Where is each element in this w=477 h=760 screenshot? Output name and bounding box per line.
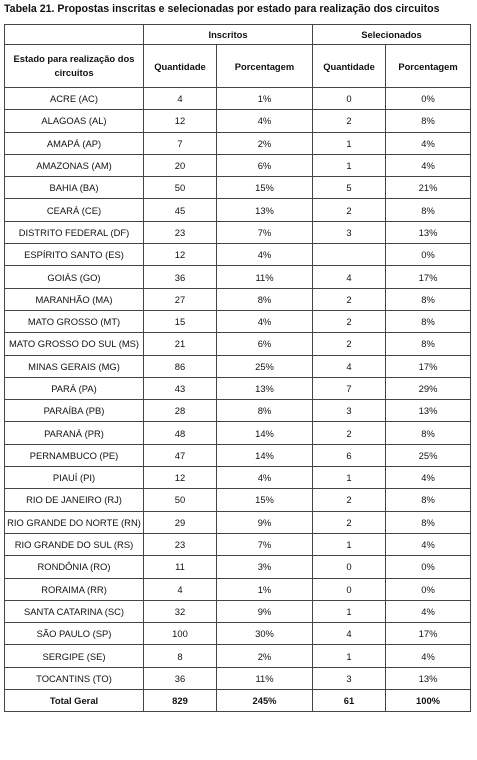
inscritos-quantidade-cell: 36 xyxy=(144,667,217,689)
state-cell: RONDÔNIA (RO) xyxy=(5,556,144,578)
inscritos-quantidade-cell: 48 xyxy=(144,422,217,444)
inscritos-porcentagem-cell: 30% xyxy=(217,623,313,645)
selecionados-quantidade-cell: 3 xyxy=(313,667,386,689)
selecionados-quantidade-cell: 0 xyxy=(313,88,386,110)
total-inscritos-porcentagem: 245% xyxy=(217,690,313,712)
selecionados-porcentagem-cell: 8% xyxy=(386,422,471,444)
table-row xyxy=(5,467,471,489)
table-row xyxy=(5,288,471,310)
selecionados-porcentagem-cell: 8% xyxy=(386,489,471,511)
inscritos-quantidade-cell: 47 xyxy=(144,444,217,466)
state-cell: MINAS GERAIS (MG) xyxy=(5,355,144,377)
selecionados-porcentagem-cell: 0% xyxy=(386,88,471,110)
table-row xyxy=(5,511,471,533)
state-cell: DISTRITO FEDERAL (DF) xyxy=(5,221,144,243)
table-row xyxy=(5,88,471,110)
selecionados-quantidade-cell: 1 xyxy=(313,645,386,667)
selecionados-quantidade-cell: 1 xyxy=(313,533,386,555)
selecionados-quantidade-cell: 7 xyxy=(313,377,386,399)
header-selecionados: Selecionados xyxy=(313,25,471,45)
table-row xyxy=(5,154,471,176)
selecionados-porcentagem-cell: 8% xyxy=(386,511,471,533)
total-label: Total Geral xyxy=(5,690,144,712)
inscritos-porcentagem-cell: 15% xyxy=(217,489,313,511)
inscritos-quantidade-cell: 100 xyxy=(144,623,217,645)
inscritos-porcentagem-cell: 3% xyxy=(217,556,313,578)
state-cell: MATO GROSSO (MT) xyxy=(5,310,144,332)
selecionados-porcentagem-cell: 4% xyxy=(386,467,471,489)
table-body xyxy=(5,88,471,690)
table-row xyxy=(5,110,471,132)
selecionados-porcentagem-cell: 13% xyxy=(386,667,471,689)
table-row xyxy=(5,600,471,622)
inscritos-porcentagem-cell: 2% xyxy=(217,645,313,667)
table-row xyxy=(5,400,471,422)
inscritos-porcentagem-cell: 13% xyxy=(217,377,313,399)
header-inscritos-quantidade: Quantidade xyxy=(144,45,217,88)
inscritos-porcentagem-cell: 14% xyxy=(217,444,313,466)
selecionados-porcentagem-cell: 8% xyxy=(386,199,471,221)
selecionados-quantidade-cell: 2 xyxy=(313,288,386,310)
selecionados-porcentagem-cell: 17% xyxy=(386,355,471,377)
selecionados-porcentagem-cell: 4% xyxy=(386,154,471,176)
table-row xyxy=(5,533,471,555)
state-cell: PIAUÍ (PI) xyxy=(5,467,144,489)
inscritos-quantidade-cell: 8 xyxy=(144,645,217,667)
state-cell: PERNAMBUCO (PE) xyxy=(5,444,144,466)
selecionados-porcentagem-cell: 13% xyxy=(386,221,471,243)
selecionados-porcentagem-cell: 8% xyxy=(386,333,471,355)
inscritos-quantidade-cell: 20 xyxy=(144,154,217,176)
state-cell: MATO GROSSO DO SUL (MS) xyxy=(5,333,144,355)
selecionados-quantidade-cell: 2 xyxy=(313,333,386,355)
table-row xyxy=(5,377,471,399)
selecionados-porcentagem-cell: 17% xyxy=(386,623,471,645)
state-cell: RORAIMA (RR) xyxy=(5,578,144,600)
selecionados-porcentagem-cell: 29% xyxy=(386,377,471,399)
state-cell: RIO GRANDE DO SUL (RS) xyxy=(5,533,144,555)
table-row xyxy=(5,667,471,689)
inscritos-quantidade-cell: 43 xyxy=(144,377,217,399)
selecionados-quantidade-cell: 6 xyxy=(313,444,386,466)
inscritos-quantidade-cell: 45 xyxy=(144,199,217,221)
inscritos-porcentagem-cell: 8% xyxy=(217,288,313,310)
state-cell: GOIÁS (GO) xyxy=(5,266,144,288)
total-selecionados-quantidade: 61 xyxy=(313,690,386,712)
group-header-row xyxy=(5,25,471,45)
inscritos-porcentagem-cell: 7% xyxy=(217,533,313,555)
inscritos-quantidade-cell: 12 xyxy=(144,244,217,266)
state-cell: BAHIA (BA) xyxy=(5,177,144,199)
inscritos-porcentagem-cell: 15% xyxy=(217,177,313,199)
table-row xyxy=(5,199,471,221)
selecionados-quantidade-cell: 4 xyxy=(313,355,386,377)
selecionados-quantidade-cell: 5 xyxy=(313,177,386,199)
inscritos-porcentagem-cell: 11% xyxy=(217,667,313,689)
selecionados-porcentagem-cell: 13% xyxy=(386,400,471,422)
inscritos-porcentagem-cell: 1% xyxy=(217,88,313,110)
table-row xyxy=(5,489,471,511)
state-cell: PARÁ (PA) xyxy=(5,377,144,399)
selecionados-quantidade-cell: 3 xyxy=(313,400,386,422)
state-cell: AMAPÁ (AP) xyxy=(5,132,144,154)
inscritos-porcentagem-cell: 4% xyxy=(217,467,313,489)
state-cell: SÃO PAULO (SP) xyxy=(5,623,144,645)
state-cell: PARANÁ (PR) xyxy=(5,422,144,444)
header-state: Estado para realização dos circuitos xyxy=(5,45,144,88)
selecionados-porcentagem-cell: 17% xyxy=(386,266,471,288)
selecionados-porcentagem-cell: 8% xyxy=(386,310,471,332)
inscritos-quantidade-cell: 86 xyxy=(144,355,217,377)
state-cell: TOCANTINS (TO) xyxy=(5,667,144,689)
state-cell: PARAÍBA (PB) xyxy=(5,400,144,422)
inscritos-quantidade-cell: 50 xyxy=(144,489,217,511)
inscritos-quantidade-cell: 28 xyxy=(144,400,217,422)
selecionados-quantidade-cell: 2 xyxy=(313,310,386,332)
header-selecionados-quantidade: Quantidade xyxy=(313,45,386,88)
header-inscritos: Inscritos xyxy=(144,25,313,45)
table-row xyxy=(5,645,471,667)
selecionados-quantidade-cell: 2 xyxy=(313,199,386,221)
inscritos-porcentagem-cell: 4% xyxy=(217,310,313,332)
inscritos-quantidade-cell: 21 xyxy=(144,333,217,355)
inscritos-porcentagem-cell: 4% xyxy=(217,244,313,266)
inscritos-quantidade-cell: 12 xyxy=(144,110,217,132)
table-row xyxy=(5,422,471,444)
table-row xyxy=(5,623,471,645)
state-cell: RIO DE JANEIRO (RJ) xyxy=(5,489,144,511)
state-cell: CEARÁ (CE) xyxy=(5,199,144,221)
column-header-row xyxy=(5,45,471,88)
inscritos-quantidade-cell: 23 xyxy=(144,221,217,243)
state-cell: MARANHÃO (MA) xyxy=(5,288,144,310)
state-cell: SERGIPE (SE) xyxy=(5,645,144,667)
inscritos-porcentagem-cell: 9% xyxy=(217,511,313,533)
selecionados-quantidade-cell xyxy=(313,244,386,266)
selecionados-quantidade-cell: 1 xyxy=(313,154,386,176)
inscritos-porcentagem-cell: 8% xyxy=(217,400,313,422)
selecionados-porcentagem-cell: 8% xyxy=(386,110,471,132)
selecionados-quantidade-cell: 1 xyxy=(313,600,386,622)
inscritos-porcentagem-cell: 4% xyxy=(217,110,313,132)
table-row xyxy=(5,221,471,243)
selecionados-quantidade-cell: 1 xyxy=(313,467,386,489)
table-row xyxy=(5,177,471,199)
inscritos-quantidade-cell: 4 xyxy=(144,88,217,110)
selecionados-quantidade-cell: 0 xyxy=(313,578,386,600)
header-inscritos-porcentagem: Porcentagem xyxy=(217,45,313,88)
state-cell: ACRE (AC) xyxy=(5,88,144,110)
inscritos-quantidade-cell: 7 xyxy=(144,132,217,154)
selecionados-porcentagem-cell: 4% xyxy=(386,132,471,154)
table-row xyxy=(5,355,471,377)
total-selecionados-porcentagem: 100% xyxy=(386,690,471,712)
state-cell: SANTA CATARINA (SC) xyxy=(5,600,144,622)
table-row xyxy=(5,266,471,288)
inscritos-porcentagem-cell: 13% xyxy=(217,199,313,221)
table-row xyxy=(5,310,471,332)
inscritos-quantidade-cell: 32 xyxy=(144,600,217,622)
table-row xyxy=(5,556,471,578)
inscritos-quantidade-cell: 23 xyxy=(144,533,217,555)
selecionados-porcentagem-cell: 21% xyxy=(386,177,471,199)
header-empty-cell xyxy=(5,25,144,45)
inscritos-porcentagem-cell: 14% xyxy=(217,422,313,444)
inscritos-porcentagem-cell: 2% xyxy=(217,132,313,154)
inscritos-porcentagem-cell: 11% xyxy=(217,266,313,288)
state-cell: AMAZONAS (AM) xyxy=(5,154,144,176)
inscritos-porcentagem-cell: 1% xyxy=(217,578,313,600)
table-row xyxy=(5,578,471,600)
inscritos-porcentagem-cell: 25% xyxy=(217,355,313,377)
inscritos-quantidade-cell: 27 xyxy=(144,288,217,310)
header-selecionados-porcentagem: Porcentagem xyxy=(386,45,471,88)
state-cell: ALAGOAS (AL) xyxy=(5,110,144,132)
total-row xyxy=(5,690,471,712)
selecionados-porcentagem-cell: 0% xyxy=(386,244,471,266)
selecionados-porcentagem-cell: 4% xyxy=(386,533,471,555)
selecionados-porcentagem-cell: 8% xyxy=(386,288,471,310)
selecionados-quantidade-cell: 1 xyxy=(313,132,386,154)
table-title: Tabela 21. Propostas inscritas e selecionadas por estado para realização dos circuitos xyxy=(4,3,440,15)
state-cell: ESPÍRITO SANTO (ES) xyxy=(5,244,144,266)
selecionados-quantidade-cell: 2 xyxy=(313,422,386,444)
table-row xyxy=(5,132,471,154)
inscritos-porcentagem-cell: 6% xyxy=(217,333,313,355)
inscritos-porcentagem-cell: 9% xyxy=(217,600,313,622)
selecionados-porcentagem-cell: 4% xyxy=(386,600,471,622)
selecionados-quantidade-cell: 0 xyxy=(313,556,386,578)
inscritos-quantidade-cell: 12 xyxy=(144,467,217,489)
selecionados-porcentagem-cell: 4% xyxy=(386,645,471,667)
selecionados-quantidade-cell: 2 xyxy=(313,511,386,533)
inscritos-quantidade-cell: 15 xyxy=(144,310,217,332)
selecionados-quantidade-cell: 4 xyxy=(313,266,386,288)
inscritos-porcentagem-cell: 7% xyxy=(217,221,313,243)
inscritos-quantidade-cell: 29 xyxy=(144,511,217,533)
proposals-table xyxy=(4,24,471,712)
table-row xyxy=(5,333,471,355)
inscritos-porcentagem-cell: 6% xyxy=(217,154,313,176)
selecionados-quantidade-cell: 2 xyxy=(313,110,386,132)
selecionados-porcentagem-cell: 0% xyxy=(386,556,471,578)
table-row xyxy=(5,244,471,266)
selecionados-quantidade-cell: 2 xyxy=(313,489,386,511)
state-cell: RIO GRANDE DO NORTE (RN) xyxy=(5,511,144,533)
selecionados-porcentagem-cell: 25% xyxy=(386,444,471,466)
inscritos-quantidade-cell: 36 xyxy=(144,266,217,288)
selecionados-porcentagem-cell: 0% xyxy=(386,578,471,600)
table-row xyxy=(5,444,471,466)
selecionados-quantidade-cell: 4 xyxy=(313,623,386,645)
selecionados-quantidade-cell: 3 xyxy=(313,221,386,243)
inscritos-quantidade-cell: 11 xyxy=(144,556,217,578)
total-inscritos-quantidade: 829 xyxy=(144,690,217,712)
inscritos-quantidade-cell: 50 xyxy=(144,177,217,199)
inscritos-quantidade-cell: 4 xyxy=(144,578,217,600)
